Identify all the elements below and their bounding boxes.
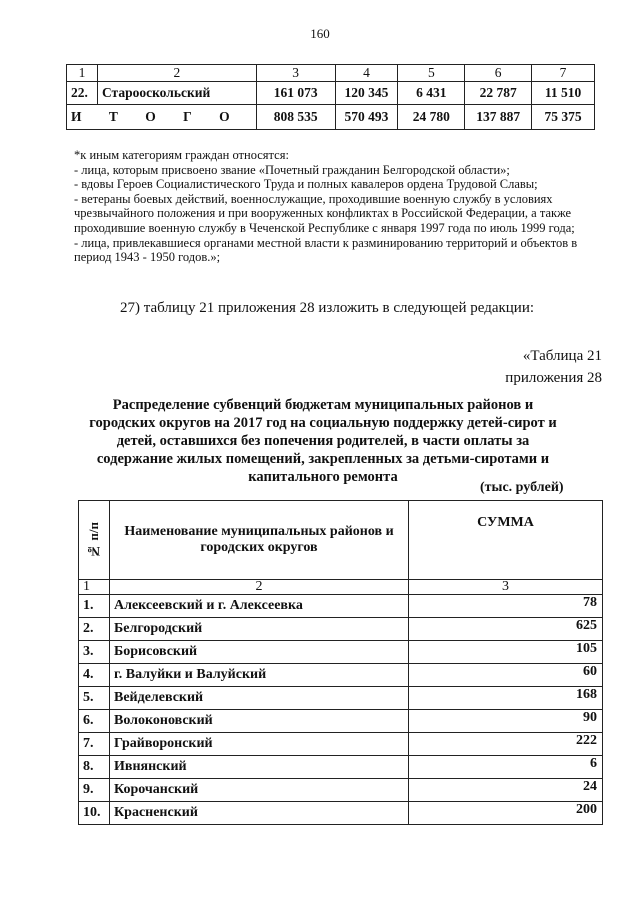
sum-cell: 24: [409, 779, 603, 802]
table-row: [79, 664, 603, 687]
footnote-line: - ветераны боевых действий, военнослужащие, проходившие военную службу в условиях чрезвычайного положения и при вооруженных конфликтах в Российской Федерации, а также проходившие военную службу в Чеченской Республике с января 1997 года по июль 1999 года;: [74, 191, 575, 235]
district-name: Волоконовский: [110, 710, 409, 733]
district-name: Грайворонский: [110, 733, 409, 756]
row-number: 9.: [79, 779, 110, 802]
value-cell: 161 073: [256, 82, 335, 105]
district-name: Красненский: [110, 802, 409, 825]
table-row: [79, 687, 603, 710]
sum-cell: 222: [409, 733, 603, 756]
district-name: Алексеевский и г. Алексеевка: [110, 595, 409, 618]
row-number: 4.: [79, 664, 110, 687]
units-label: (тыс. рублей): [480, 480, 564, 495]
table-row: [79, 710, 603, 733]
row-number: 1.: [79, 595, 110, 618]
table-caption-line1: «Таблица 21: [522, 348, 602, 364]
footnote-line: *к иным категориям граждан относятся:: [74, 148, 289, 162]
value-cell: 120 345: [335, 82, 398, 105]
header-cell: 3: [256, 65, 335, 82]
value-cell: 22 787: [465, 82, 532, 105]
footnote-line: - лица, которым присвоено звание «Почетный гражданин Белгородской области»;: [74, 162, 510, 177]
row-number: 10.: [79, 802, 110, 825]
col-name-header: Наименование муниципальных районов и городских округов: [110, 501, 409, 580]
district-name: Борисовский: [110, 641, 409, 664]
amendment-text: 27) таблицу 21 приложения 28 изложить в следующей редакции:: [120, 300, 535, 316]
index-cell: 2: [110, 580, 409, 595]
table-row: [79, 756, 603, 779]
footnote: [74, 148, 594, 265]
district-name: Корочанский: [110, 779, 409, 802]
index-cell: 1: [79, 580, 110, 595]
value-cell: 6 431: [398, 82, 465, 105]
sum-cell: 90: [409, 710, 603, 733]
value-cell: 11 510: [532, 82, 595, 105]
total-row: [67, 105, 595, 130]
table-row: [79, 595, 603, 618]
table-row: [79, 618, 603, 641]
subsidy-table: [78, 500, 603, 825]
column-index-row: [79, 580, 603, 595]
sum-cell: 60: [409, 664, 603, 687]
page-number: 160: [310, 26, 330, 41]
row-number: 22.: [67, 82, 98, 105]
table-heading: Распределение субвенций бюджетам муниципальных районов и городских округов на 2017 год на социальную поддержку детей-сирот и детей, оставшихся без попечения родителей, в части оплаты за содержание жилых помещений, закрепленных за детьми-сиротами и капитального ремонта: [89, 397, 557, 485]
table-row: [67, 82, 595, 105]
total-value: 137 887: [465, 105, 532, 130]
subsidy-table-continuation: [66, 64, 595, 130]
column-index-row: [67, 65, 595, 82]
row-number: 7.: [79, 733, 110, 756]
table-row: [79, 779, 603, 802]
table-caption-line2: приложения 28: [505, 370, 602, 386]
index-cell: 3: [409, 580, 603, 595]
total-value: 24 780: [398, 105, 465, 130]
header-cell: 1: [67, 65, 98, 82]
header-cell: 7: [532, 65, 595, 82]
table-row: [79, 733, 603, 756]
row-number: 2.: [79, 618, 110, 641]
total-label: И Т О Г О: [67, 105, 257, 130]
table-row: [79, 641, 603, 664]
header-cell: 4: [335, 65, 398, 82]
sum-cell: 168: [409, 687, 603, 710]
row-number: 3.: [79, 641, 110, 664]
footnote-line: - вдовы Героев Социалистического Труда и полных кавалеров ордена Трудовой Славы;: [74, 177, 538, 192]
district-name: Ивнянский: [110, 756, 409, 779]
table-header-row: [79, 501, 603, 580]
row-number: 6.: [79, 710, 110, 733]
total-value: 570 493: [335, 105, 398, 130]
total-value: 75 375: [532, 105, 595, 130]
district-name: Вейделевский: [110, 687, 409, 710]
sum-cell: 6: [409, 756, 603, 779]
row-number: 5.: [79, 687, 110, 710]
footnote-line: - лица, привлекавшиеся органами местной власти к разминированию территорий и объектов в период 1943 - 1950 годов.»;: [74, 235, 578, 265]
header-cell: 2: [97, 65, 256, 82]
district-name: г. Валуйки и Валуйский: [110, 664, 409, 687]
total-value: 808 535: [256, 105, 335, 130]
sum-cell: 78: [409, 595, 603, 618]
table-row: [79, 802, 603, 825]
header-cell: 5: [398, 65, 465, 82]
header-cell: 6: [465, 65, 532, 82]
col-num-header: № п/п: [79, 501, 110, 580]
district-name: Белгородский: [110, 618, 409, 641]
sum-cell: 105: [409, 641, 603, 664]
sum-cell: 625: [409, 618, 603, 641]
district-name: Старооскольский: [97, 82, 256, 105]
col-sum-header: СУММА: [409, 501, 603, 580]
row-number: 8.: [79, 756, 110, 779]
sum-cell: 200: [409, 802, 603, 825]
